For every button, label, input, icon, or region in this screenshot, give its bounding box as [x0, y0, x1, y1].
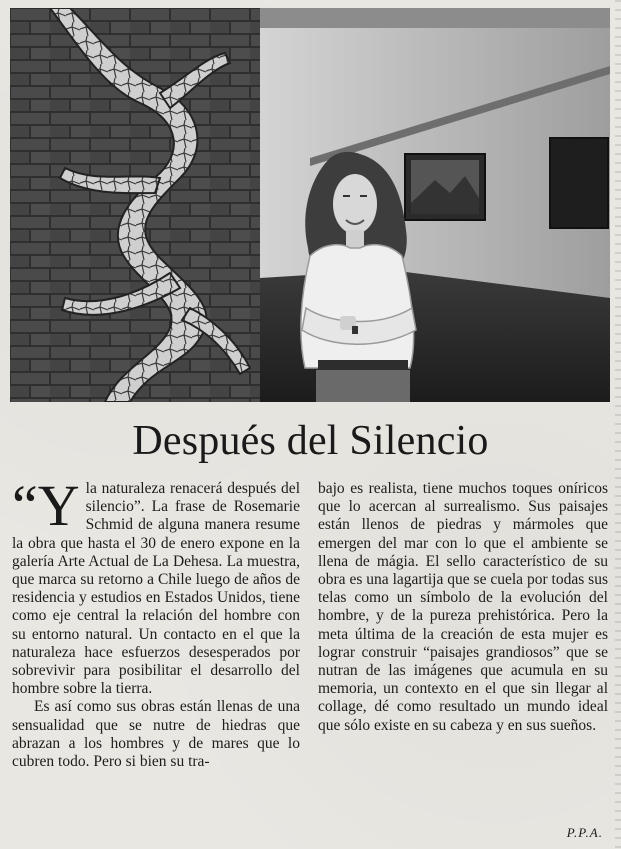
article-paragraph-1-text: la naturaleza renacerá después del silencio”. La frase de Rosemarie Schmid de alguna manera resume la obra que hasta el 30 de enero expone en la galería Arte Actual de La Dehesa. La muestra, que marca su retorno a Chile luego de años de residencia y estudios en Estados Unidos, tiene como eje central la relación del hombre con su entorno natural. Un contacto en el que la naturaleza hace esfuerzos desesperados por sobrevivir para posibilitar el desarrollo del hombre sobre la tierra. — [12, 480, 300, 698]
article-photo — [10, 8, 610, 402]
article-column-left — [12, 473, 300, 771]
dropcap: “Y — [12, 473, 80, 538]
article-paragraph-2: Es así como sus obras están llenas de una sensualidad que se nutre de hiedras que abrazan a los hombres y de mares que lo cubren todo. Pero si bien su tra- — [12, 698, 300, 771]
article-headline: Después del Silencio — [132, 418, 489, 464]
adjacent-column-bleed — [615, 0, 621, 849]
article-paragraph-1 — [12, 473, 300, 698]
photo-illustration — [10, 8, 610, 402]
article-column-right — [318, 480, 608, 735]
author-signature: P.P.A. — [566, 825, 603, 840]
lizard-mosaic-panel — [10, 8, 260, 402]
article-paragraph-3: bajo es realista, tiene muchos toques oníricos que lo acercan al surrealismo. Sus paisajes están llenos de piedras y mármoles que emergen del mar con lo que el ambiente se llena de mágia. El sello característico de su obra es una lagartija que se cuela por todas sus telas como un símbolo de la evolución del hombre, y de la pureza prehistórica. Pero la meta última de la creación de esta mujer es lograr construir “paisajes grandiosos” que se nutran de las imágenes que acumula en su memoria, un contexto en el que sin llegar al collage, dé como resultado un mundo ideal que sólo existe en su cabeza y en sus sueños. — [318, 480, 608, 734]
